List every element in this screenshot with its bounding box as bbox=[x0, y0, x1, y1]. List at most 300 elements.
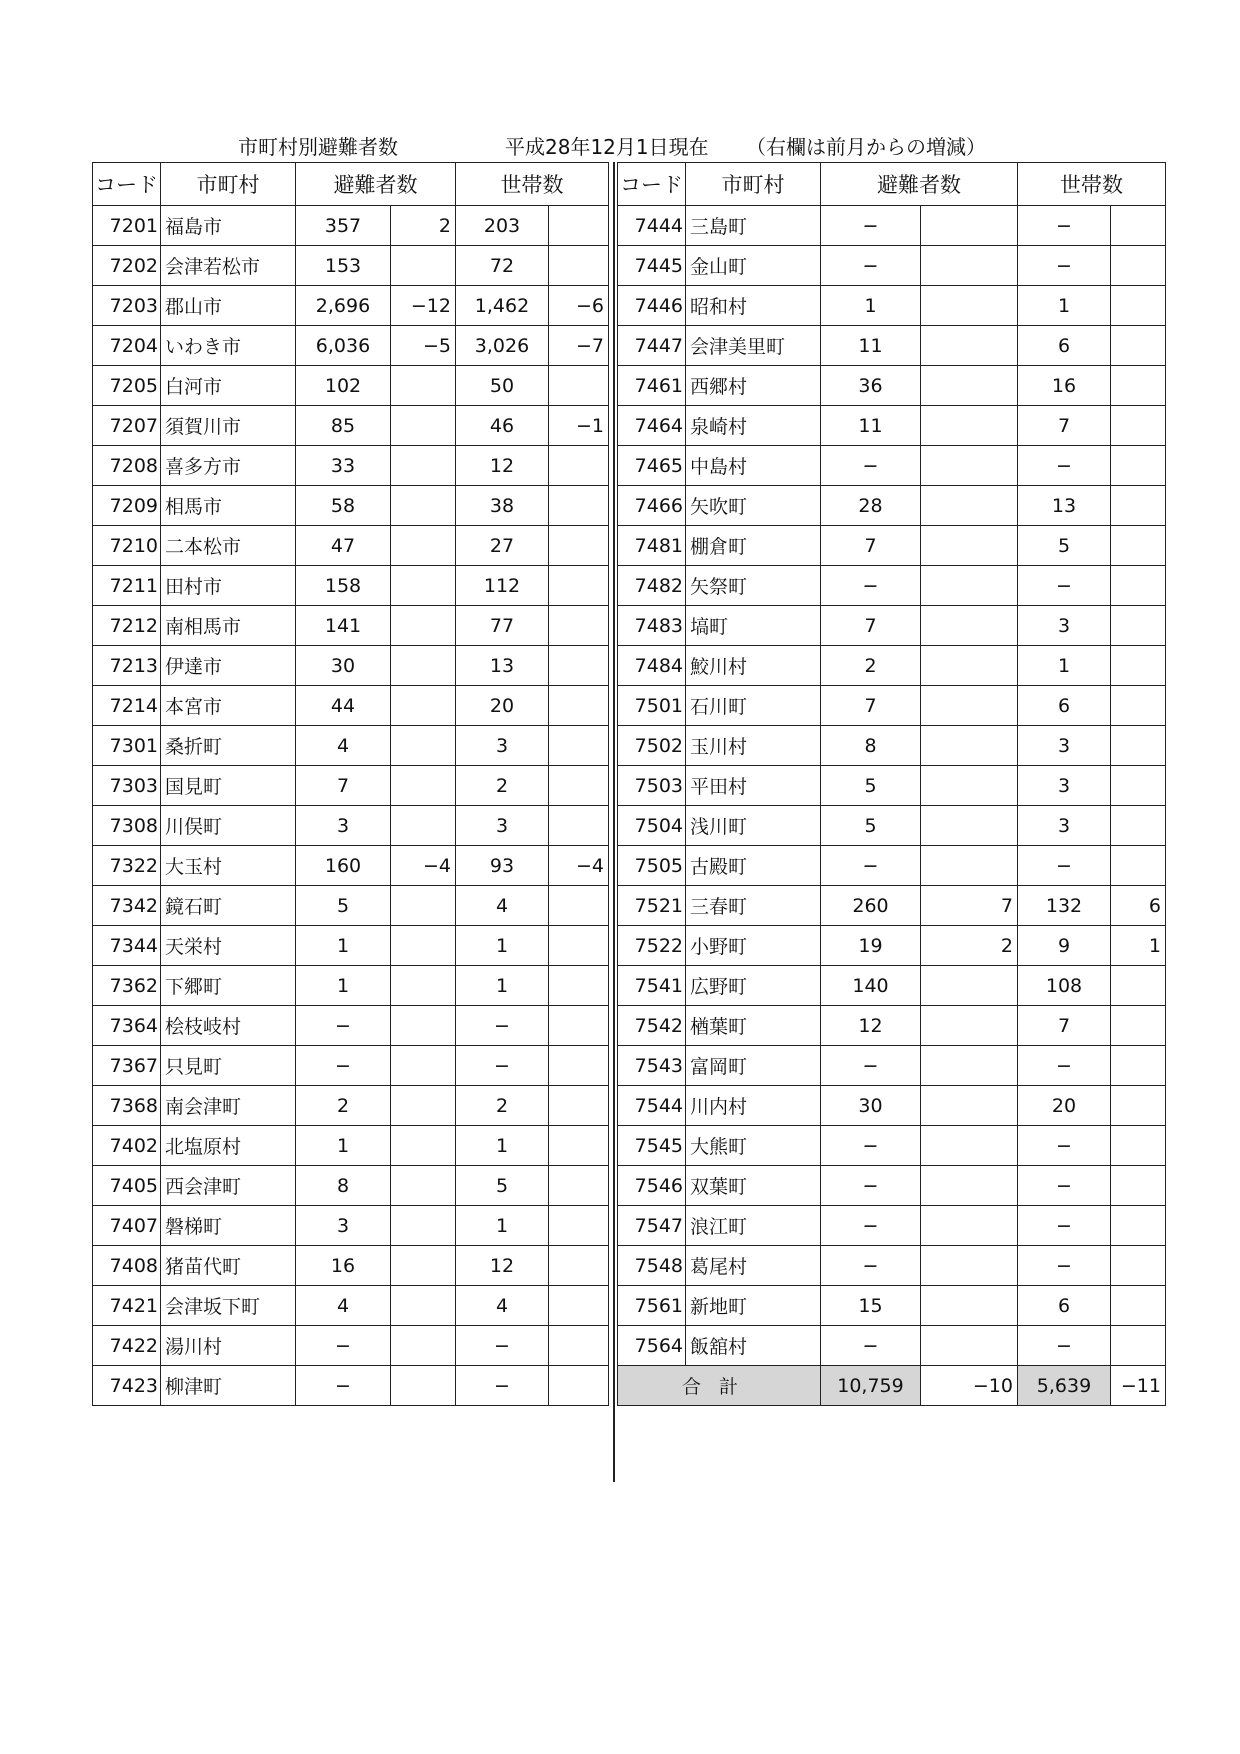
municipality-cell: 金山町 bbox=[686, 246, 821, 286]
evacuees-change-cell bbox=[391, 726, 456, 766]
code-cell: 7211 bbox=[93, 566, 161, 606]
households-change-cell bbox=[1111, 1126, 1166, 1166]
header-municipality: 市町村 bbox=[686, 163, 821, 206]
table-row bbox=[618, 446, 1166, 486]
households-change-cell bbox=[1111, 406, 1166, 446]
households-cell: 46 bbox=[456, 406, 549, 446]
code-cell: 7502 bbox=[618, 726, 686, 766]
evacuees-change-cell bbox=[921, 846, 1018, 886]
table-row bbox=[93, 1086, 609, 1126]
households-cell: − bbox=[1018, 206, 1111, 246]
households-change-cell bbox=[1111, 446, 1166, 486]
households-change-cell bbox=[549, 726, 609, 766]
code-cell: 7364 bbox=[93, 1006, 161, 1046]
header-households: 世帯数 bbox=[456, 163, 609, 206]
households-change-cell bbox=[1111, 1086, 1166, 1126]
evacuees-change-cell bbox=[921, 286, 1018, 326]
households-change-cell bbox=[1111, 566, 1166, 606]
table-row bbox=[618, 1166, 1166, 1206]
evacuees-change-cell bbox=[921, 1046, 1018, 1086]
evacuees-change-cell bbox=[921, 1326, 1018, 1366]
total-evacuees: 10,759 bbox=[821, 1366, 921, 1406]
code-cell: 7521 bbox=[618, 886, 686, 926]
households-cell: 3 bbox=[1018, 766, 1111, 806]
table-row bbox=[618, 686, 1166, 726]
table-row bbox=[93, 966, 609, 1006]
code-cell: 7543 bbox=[618, 1046, 686, 1086]
evacuees-change-cell bbox=[921, 566, 1018, 606]
households-cell: − bbox=[1018, 1326, 1111, 1366]
table-row bbox=[93, 1326, 609, 1366]
municipality-cell: 鏡石町 bbox=[161, 886, 296, 926]
evacuees-cell: − bbox=[296, 1046, 391, 1086]
code-cell: 7207 bbox=[93, 406, 161, 446]
code-cell: 7466 bbox=[618, 486, 686, 526]
evacuees-cell: 1 bbox=[296, 1126, 391, 1166]
households-cell: − bbox=[456, 1006, 549, 1046]
households-change-cell bbox=[549, 686, 609, 726]
evacuees-cell: − bbox=[296, 1006, 391, 1046]
municipality-cell: 昭和村 bbox=[686, 286, 821, 326]
households-change-cell bbox=[1111, 686, 1166, 726]
code-cell: 7522 bbox=[618, 926, 686, 966]
municipality-cell: 西郷村 bbox=[686, 366, 821, 406]
households-change-cell bbox=[1111, 646, 1166, 686]
households-cell: 9 bbox=[1018, 926, 1111, 966]
evacuees-cell: 7 bbox=[821, 526, 921, 566]
table-row bbox=[618, 886, 1166, 926]
evacuees-change-cell bbox=[921, 246, 1018, 286]
municipality-cell: 桧枝岐村 bbox=[161, 1006, 296, 1046]
evacuees-change-cell bbox=[391, 926, 456, 966]
households-cell: 7 bbox=[1018, 1006, 1111, 1046]
table-row bbox=[93, 1286, 609, 1326]
code-cell: 7205 bbox=[93, 366, 161, 406]
municipality-cell: 小野町 bbox=[686, 926, 821, 966]
evacuees-change-cell bbox=[391, 1206, 456, 1246]
total-households-change: −11 bbox=[1111, 1366, 1166, 1406]
evacuees-change-cell bbox=[921, 646, 1018, 686]
left-header-row bbox=[93, 163, 609, 206]
evacuees-cell: 8 bbox=[296, 1166, 391, 1206]
households-cell: 12 bbox=[456, 1246, 549, 1286]
municipality-cell: 矢祭町 bbox=[686, 566, 821, 606]
households-change-cell bbox=[549, 646, 609, 686]
evacuees-change-cell bbox=[391, 606, 456, 646]
code-cell: 7484 bbox=[618, 646, 686, 686]
header-households: 世帯数 bbox=[1018, 163, 1166, 206]
households-change-cell bbox=[549, 486, 609, 526]
table-row bbox=[618, 806, 1166, 846]
table-row bbox=[93, 1166, 609, 1206]
households-cell: 50 bbox=[456, 366, 549, 406]
municipality-cell: 相馬市 bbox=[161, 486, 296, 526]
table-row bbox=[618, 406, 1166, 446]
evacuees-cell: 28 bbox=[821, 486, 921, 526]
table-row bbox=[93, 326, 609, 366]
table-row bbox=[93, 526, 609, 566]
households-change-cell bbox=[549, 766, 609, 806]
households-cell: − bbox=[1018, 1126, 1111, 1166]
households-change-cell bbox=[1111, 286, 1166, 326]
households-cell: 3 bbox=[1018, 726, 1111, 766]
total-row bbox=[618, 1366, 1166, 1406]
code-cell: 7322 bbox=[93, 846, 161, 886]
evacuees-change-cell bbox=[921, 726, 1018, 766]
code-cell: 7481 bbox=[618, 526, 686, 566]
table-row bbox=[618, 646, 1166, 686]
evacuees-change-cell bbox=[391, 1246, 456, 1286]
evacuees-cell: 8 bbox=[821, 726, 921, 766]
evacuees-cell: 44 bbox=[296, 686, 391, 726]
households-cell: 7 bbox=[1018, 406, 1111, 446]
evacuees-cell: 58 bbox=[296, 486, 391, 526]
municipality-cell: 泉崎村 bbox=[686, 406, 821, 446]
households-change-cell bbox=[1111, 1166, 1166, 1206]
municipality-cell: 白河市 bbox=[161, 366, 296, 406]
table-row bbox=[618, 726, 1166, 766]
households-cell: − bbox=[1018, 1246, 1111, 1286]
households-change-cell bbox=[549, 606, 609, 646]
evacuees-change-cell bbox=[391, 566, 456, 606]
evacuees-cell: 4 bbox=[296, 726, 391, 766]
evacuees-change-cell bbox=[391, 406, 456, 446]
evacuees-cell: 7 bbox=[821, 686, 921, 726]
municipality-cell: 大熊町 bbox=[686, 1126, 821, 1166]
evacuees-cell: 3 bbox=[296, 806, 391, 846]
households-change-cell bbox=[549, 1366, 609, 1406]
municipality-cell: 磐梯町 bbox=[161, 1206, 296, 1246]
code-cell: 7465 bbox=[618, 446, 686, 486]
evacuees-cell: 36 bbox=[821, 366, 921, 406]
code-cell: 7503 bbox=[618, 766, 686, 806]
households-cell: − bbox=[1018, 246, 1111, 286]
table-row bbox=[618, 846, 1166, 886]
code-cell: 7204 bbox=[93, 326, 161, 366]
evacuees-cell: − bbox=[821, 1206, 921, 1246]
evacuees-cell: 5 bbox=[296, 886, 391, 926]
evacuees-change-cell bbox=[391, 526, 456, 566]
households-cell: 3,026 bbox=[456, 326, 549, 366]
municipality-cell: 双葉町 bbox=[686, 1166, 821, 1206]
evacuees-change-cell bbox=[921, 686, 1018, 726]
table-row bbox=[93, 366, 609, 406]
code-cell: 7301 bbox=[93, 726, 161, 766]
table-row bbox=[618, 486, 1166, 526]
code-cell: 7482 bbox=[618, 566, 686, 606]
code-cell: 7367 bbox=[93, 1046, 161, 1086]
change-note: （右欄は前月からの増減） bbox=[746, 135, 986, 159]
table-row bbox=[618, 1126, 1166, 1166]
evacuees-cell: 2 bbox=[296, 1086, 391, 1126]
table-row bbox=[93, 766, 609, 806]
evacuees-cell: − bbox=[821, 846, 921, 886]
households-change-cell bbox=[549, 206, 609, 246]
header-evacuees: 避難者数 bbox=[296, 163, 456, 206]
households-cell: 3 bbox=[456, 806, 549, 846]
households-change-cell bbox=[549, 966, 609, 1006]
households-cell: 20 bbox=[1018, 1086, 1111, 1126]
municipality-cell: 棚倉町 bbox=[686, 526, 821, 566]
evacuees-cell: − bbox=[821, 566, 921, 606]
code-cell: 7408 bbox=[93, 1246, 161, 1286]
evacuees-change-cell bbox=[921, 206, 1018, 246]
table-row bbox=[618, 766, 1166, 806]
households-change-cell bbox=[549, 1126, 609, 1166]
municipality-cell: 湯川村 bbox=[161, 1326, 296, 1366]
total-households: 5,639 bbox=[1018, 1366, 1111, 1406]
code-cell: 7544 bbox=[618, 1086, 686, 1126]
code-cell: 7422 bbox=[93, 1326, 161, 1366]
households-cell: 1 bbox=[1018, 286, 1111, 326]
code-cell: 7483 bbox=[618, 606, 686, 646]
municipality-cell: 郡山市 bbox=[161, 286, 296, 326]
households-change-cell bbox=[1111, 726, 1166, 766]
evacuees-cell: − bbox=[821, 1246, 921, 1286]
municipality-cell: 浅川町 bbox=[686, 806, 821, 846]
evacuees-cell: 11 bbox=[821, 326, 921, 366]
table-row bbox=[618, 966, 1166, 1006]
table-row bbox=[93, 1046, 609, 1086]
households-change-cell bbox=[1111, 1006, 1166, 1046]
evacuees-cell: 357 bbox=[296, 206, 391, 246]
households-cell: − bbox=[1018, 566, 1111, 606]
evacuees-cell: 160 bbox=[296, 846, 391, 886]
table-row bbox=[93, 1246, 609, 1286]
code-cell: 7501 bbox=[618, 686, 686, 726]
households-cell: 3 bbox=[1018, 806, 1111, 846]
code-cell: 7210 bbox=[93, 526, 161, 566]
households-change-cell bbox=[1111, 486, 1166, 526]
table-row bbox=[618, 246, 1166, 286]
evacuees-cell: 6,036 bbox=[296, 326, 391, 366]
households-cell: 132 bbox=[1018, 886, 1111, 926]
evacuees-cell: 30 bbox=[821, 1086, 921, 1126]
municipality-cell: 中島村 bbox=[686, 446, 821, 486]
households-change-cell bbox=[1111, 366, 1166, 406]
code-cell: 7208 bbox=[93, 446, 161, 486]
evacuees-change-cell bbox=[921, 1086, 1018, 1126]
evacuees-cell: 1 bbox=[296, 966, 391, 1006]
code-cell: 7202 bbox=[93, 246, 161, 286]
households-cell: 1 bbox=[456, 1206, 549, 1246]
evacuees-change-cell: 2 bbox=[391, 206, 456, 246]
header-municipality: 市町村 bbox=[161, 163, 296, 206]
evacuees-change-cell bbox=[921, 326, 1018, 366]
evacuees-change-cell bbox=[921, 1206, 1018, 1246]
code-cell: 7464 bbox=[618, 406, 686, 446]
code-cell: 7548 bbox=[618, 1246, 686, 1286]
code-cell: 7444 bbox=[618, 206, 686, 246]
households-change-cell bbox=[1111, 806, 1166, 846]
households-change-cell bbox=[1111, 526, 1166, 566]
table-row bbox=[93, 1006, 609, 1046]
code-cell: 7564 bbox=[618, 1326, 686, 1366]
households-cell: 13 bbox=[456, 646, 549, 686]
evacuees-change-cell bbox=[391, 1086, 456, 1126]
households-cell: 108 bbox=[1018, 966, 1111, 1006]
municipality-cell: 葛尾村 bbox=[686, 1246, 821, 1286]
households-cell: 203 bbox=[456, 206, 549, 246]
municipality-cell: 古殿町 bbox=[686, 846, 821, 886]
table-row bbox=[93, 886, 609, 926]
municipality-cell: 下郷町 bbox=[161, 966, 296, 1006]
evacuees-cell: 158 bbox=[296, 566, 391, 606]
households-change-cell bbox=[1111, 766, 1166, 806]
municipality-cell: 福島市 bbox=[161, 206, 296, 246]
table-row bbox=[93, 1366, 609, 1406]
households-cell: 2 bbox=[456, 766, 549, 806]
table-row bbox=[93, 206, 609, 246]
households-cell: 4 bbox=[456, 1286, 549, 1326]
total-label: 合計 bbox=[618, 1366, 821, 1406]
households-change-cell bbox=[549, 246, 609, 286]
municipality-cell: 会津若松市 bbox=[161, 246, 296, 286]
municipality-cell: 大玉村 bbox=[161, 846, 296, 886]
households-change-cell bbox=[549, 566, 609, 606]
evacuees-change-cell bbox=[921, 1166, 1018, 1206]
evacuees-cell: 47 bbox=[296, 526, 391, 566]
evacuees-change-cell bbox=[391, 486, 456, 526]
code-cell: 7308 bbox=[93, 806, 161, 846]
table-row bbox=[93, 1126, 609, 1166]
table-row bbox=[618, 1326, 1166, 1366]
evacuees-change-cell bbox=[391, 766, 456, 806]
households-change-cell bbox=[1111, 1326, 1166, 1366]
code-cell: 7423 bbox=[93, 1366, 161, 1406]
evacuees-cell: − bbox=[821, 246, 921, 286]
households-cell: − bbox=[1018, 1206, 1111, 1246]
evacuees-change-cell bbox=[921, 406, 1018, 446]
evacuees-cell: 140 bbox=[821, 966, 921, 1006]
municipality-cell: 浪江町 bbox=[686, 1206, 821, 1246]
evacuees-change-cell bbox=[391, 1166, 456, 1206]
code-cell: 7201 bbox=[93, 206, 161, 246]
households-change-cell bbox=[549, 1286, 609, 1326]
code-cell: 7362 bbox=[93, 966, 161, 1006]
table-row bbox=[618, 1006, 1166, 1046]
evacuees-change-cell bbox=[391, 446, 456, 486]
evacuees-cell: 141 bbox=[296, 606, 391, 646]
households-change-cell: −4 bbox=[549, 846, 609, 886]
households-cell: 4 bbox=[456, 886, 549, 926]
table-row bbox=[618, 1206, 1166, 1246]
households-change-cell bbox=[1111, 1046, 1166, 1086]
code-cell: 7209 bbox=[93, 486, 161, 526]
evacuees-cell: 3 bbox=[296, 1206, 391, 1246]
households-change-cell bbox=[1111, 1286, 1166, 1326]
households-change-cell: −1 bbox=[549, 406, 609, 446]
evacuees-cell: 2,696 bbox=[296, 286, 391, 326]
municipality-cell: 伊達市 bbox=[161, 646, 296, 686]
municipality-cell: 三春町 bbox=[686, 886, 821, 926]
households-cell: − bbox=[456, 1046, 549, 1086]
table-row bbox=[93, 246, 609, 286]
households-change-cell bbox=[549, 1166, 609, 1206]
evacuees-change-cell bbox=[921, 766, 1018, 806]
evacuees-cell: − bbox=[296, 1326, 391, 1366]
households-change-cell bbox=[1111, 1246, 1166, 1286]
municipality-cell: 三島町 bbox=[686, 206, 821, 246]
municipality-cell: 国見町 bbox=[161, 766, 296, 806]
households-change-cell bbox=[1111, 246, 1166, 286]
municipality-cell: 南相馬市 bbox=[161, 606, 296, 646]
header-code: コード bbox=[618, 163, 686, 206]
households-cell: 2 bbox=[456, 1086, 549, 1126]
table-row bbox=[618, 286, 1166, 326]
evacuees-cell: 153 bbox=[296, 246, 391, 286]
right-table bbox=[617, 162, 1166, 1406]
evacuees-change-cell bbox=[391, 1326, 456, 1366]
municipality-cell: 玉川村 bbox=[686, 726, 821, 766]
evacuees-change-cell bbox=[921, 1286, 1018, 1326]
evacuees-cell: − bbox=[821, 1046, 921, 1086]
municipality-cell: 只見町 bbox=[161, 1046, 296, 1086]
households-change-cell bbox=[549, 446, 609, 486]
households-change-cell bbox=[1111, 1206, 1166, 1246]
households-cell: − bbox=[456, 1366, 549, 1406]
table-row bbox=[93, 1206, 609, 1246]
households-change-cell: 1 bbox=[1111, 926, 1166, 966]
table-row bbox=[618, 566, 1166, 606]
table-row bbox=[93, 686, 609, 726]
municipality-cell: 平田村 bbox=[686, 766, 821, 806]
evacuees-change-cell bbox=[391, 646, 456, 686]
page-title: 市町村別避難者数 bbox=[238, 135, 398, 159]
municipality-cell: 須賀川市 bbox=[161, 406, 296, 446]
households-change-cell bbox=[1111, 326, 1166, 366]
households-cell: 3 bbox=[1018, 606, 1111, 646]
households-cell: 93 bbox=[456, 846, 549, 886]
municipality-cell: いわき市 bbox=[161, 326, 296, 366]
evacuees-change-cell bbox=[921, 1006, 1018, 1046]
evacuees-change-cell bbox=[391, 686, 456, 726]
code-cell: 7504 bbox=[618, 806, 686, 846]
municipality-cell: 本宮市 bbox=[161, 686, 296, 726]
households-cell: 5 bbox=[1018, 526, 1111, 566]
table-row bbox=[93, 566, 609, 606]
table-row bbox=[618, 926, 1166, 966]
code-cell: 7344 bbox=[93, 926, 161, 966]
evacuees-change-cell bbox=[391, 1366, 456, 1406]
code-cell: 7541 bbox=[618, 966, 686, 1006]
municipality-cell: 二本松市 bbox=[161, 526, 296, 566]
evacuees-change-cell bbox=[921, 486, 1018, 526]
evacuees-cell: 4 bbox=[296, 1286, 391, 1326]
evacuees-change-cell bbox=[391, 1006, 456, 1046]
households-change-cell: −7 bbox=[549, 326, 609, 366]
code-cell: 7368 bbox=[93, 1086, 161, 1126]
households-cell: − bbox=[1018, 1166, 1111, 1206]
evacuees-change-cell: −5 bbox=[391, 326, 456, 366]
evacuees-change-cell bbox=[921, 1246, 1018, 1286]
households-cell: 72 bbox=[456, 246, 549, 286]
table-row bbox=[618, 1046, 1166, 1086]
households-cell: 112 bbox=[456, 566, 549, 606]
municipality-cell: 富岡町 bbox=[686, 1046, 821, 1086]
evacuees-cell: 11 bbox=[821, 406, 921, 446]
code-cell: 7405 bbox=[93, 1166, 161, 1206]
evacuees-cell: − bbox=[821, 446, 921, 486]
evacuees-cell: 102 bbox=[296, 366, 391, 406]
code-cell: 7402 bbox=[93, 1126, 161, 1166]
left-table bbox=[92, 162, 609, 1406]
table-row bbox=[93, 646, 609, 686]
total-evacuees-change: −10 bbox=[921, 1366, 1018, 1406]
households-cell: 1 bbox=[456, 966, 549, 1006]
code-cell: 7547 bbox=[618, 1206, 686, 1246]
households-change-cell bbox=[549, 1006, 609, 1046]
